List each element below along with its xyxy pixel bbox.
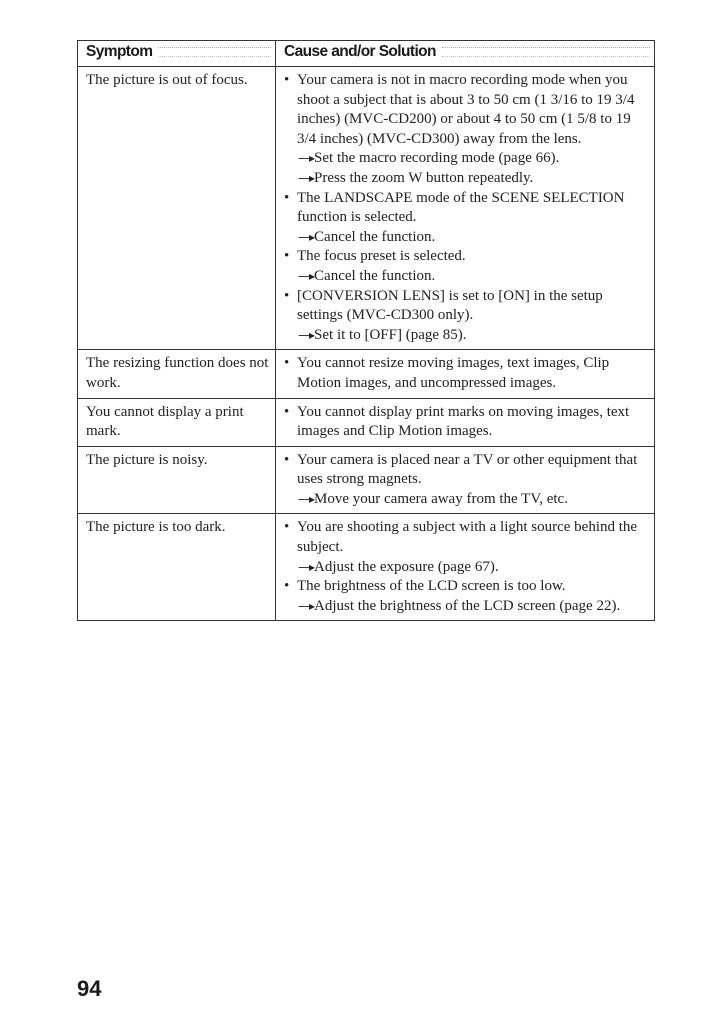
- cause-item: [284, 451, 648, 490]
- bullet-icon: •: [284, 578, 290, 595]
- table-body: [78, 67, 654, 620]
- bullet-icon: •: [284, 355, 290, 372]
- solution-item: [284, 149, 648, 169]
- arrow-right-icon: —▸: [298, 327, 315, 342]
- solution-item: [284, 169, 648, 189]
- table-row: [78, 446, 654, 514]
- bullet-icon: •: [284, 519, 290, 536]
- symptom-cell: The picture is noisy.: [78, 447, 276, 514]
- cause-item: [284, 518, 648, 557]
- page-number: 94: [77, 976, 102, 1001]
- table-row: [78, 513, 654, 620]
- solution-item: [284, 228, 648, 248]
- item-text: The focus preset is selected.: [297, 248, 466, 265]
- solution-item: [284, 558, 648, 578]
- header-symptom: [78, 41, 276, 66]
- item-text: Adjust the exposure (page 67).: [314, 558, 499, 575]
- symptom-cell: You cannot display a print mark.: [78, 399, 276, 446]
- bullet-icon: •: [284, 451, 290, 468]
- header-dots: [442, 47, 650, 57]
- table-row: [78, 67, 654, 349]
- symptom-cell: The picture is too dark.: [78, 514, 276, 620]
- bullet-icon: •: [284, 72, 290, 88]
- item-text: Your camera is placed near a TV or other equipment that uses strong magnets.: [297, 451, 638, 488]
- solution-cell: [276, 399, 654, 446]
- item-text: Move your camera away from the TV, etc.: [314, 490, 568, 507]
- arrow-right-icon: —▸: [298, 229, 315, 244]
- cause-item: [284, 247, 648, 267]
- item-text: Press the zoom W button repeatedly.: [314, 169, 534, 186]
- item-text: Your camera is not in macro recording mode when you shoot a subject that is about 3 to 50 cm (1 3/16 to 19 3/4 inches) (MVC-CD200) or about 4 to 50 cm (1 5/8 to 19 3/4 inches) (MVC-CD300) away from the lens.: [297, 72, 635, 147]
- item-text: You cannot resize moving images, text images, Clip Motion images, and uncompressed images.: [297, 355, 610, 391]
- item-text: Cancel the function.: [314, 267, 436, 284]
- solution-cell: [276, 67, 654, 349]
- arrow-right-icon: —▸: [298, 559, 315, 574]
- table-row: [78, 349, 654, 397]
- item-text: Set it to [OFF] (page 85).: [314, 326, 467, 343]
- solution-item: [284, 326, 648, 346]
- item-text: Set the macro recording mode (page 66).: [314, 150, 560, 167]
- item-text: Cancel the function.: [314, 228, 436, 245]
- symptom-cell: The resizing function does not work.: [78, 350, 276, 397]
- item-text: [CONVERSION LENS] is set to [ON] in the setup settings (MVC-CD300 only).: [297, 287, 603, 324]
- arrow-right-icon: —▸: [298, 268, 315, 283]
- cause-item: [284, 189, 648, 228]
- cause-item: [284, 71, 648, 149]
- item-text: The LANDSCAPE mode of the SCENE SELECTION function is selected.: [297, 189, 625, 226]
- item-text: Adjust the brightness of the LCD screen (page 22).: [314, 597, 621, 614]
- arrow-right-icon: —▸: [298, 170, 315, 185]
- arrow-right-icon: —▸: [298, 491, 315, 506]
- item-text: You are shooting a subject with a light source behind the subject.: [297, 519, 638, 556]
- symptom-cell: The picture is out of focus.: [78, 67, 276, 349]
- arrow-right-icon: —▸: [298, 151, 315, 166]
- solution-item: [284, 490, 648, 510]
- cause-item: [284, 577, 648, 597]
- header-cause: [276, 41, 654, 66]
- troubleshooting-table: [77, 40, 655, 621]
- bullet-icon: •: [284, 287, 290, 304]
- item-text: You cannot display print marks on moving images, text images and Clip Motion images.: [297, 403, 630, 440]
- bullet-icon: •: [284, 403, 290, 420]
- cause-item: [284, 287, 648, 326]
- bullet-icon: •: [284, 189, 290, 206]
- solution-cell: [276, 447, 654, 514]
- bullet-icon: •: [284, 248, 290, 265]
- table-row: [78, 398, 654, 446]
- solution-item: [284, 267, 648, 287]
- header-dots: [158, 47, 271, 57]
- header-symptom-label: Symptom: [86, 43, 153, 60]
- cause-item: [284, 403, 648, 442]
- arrow-right-icon: —▸: [298, 598, 315, 613]
- table-header: [78, 41, 654, 67]
- solution-cell: [276, 350, 654, 397]
- solution-item: [284, 597, 648, 617]
- cause-item: [284, 354, 648, 393]
- item-text: The brightness of the LCD screen is too low.: [297, 578, 566, 595]
- header-cause-label: Cause and/or Solution: [284, 43, 436, 60]
- solution-cell: [276, 514, 654, 620]
